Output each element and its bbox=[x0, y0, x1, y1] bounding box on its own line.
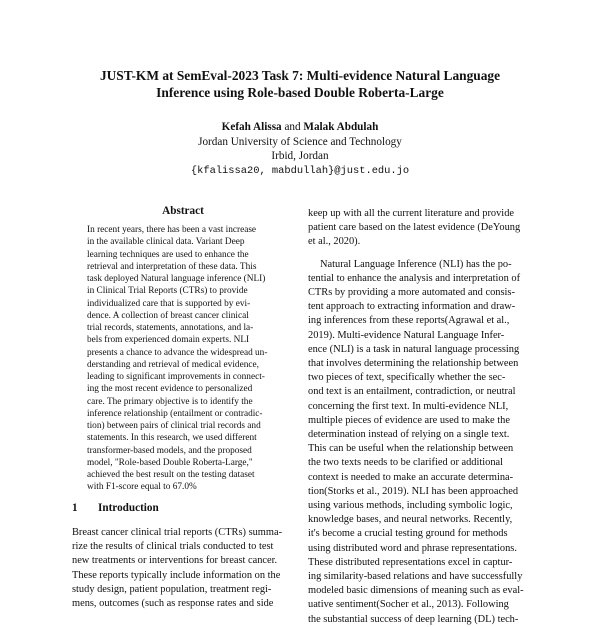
text-line: with F1-score equal to 67.0% bbox=[87, 482, 197, 493]
text-line: In recent years, there has been a vast increase bbox=[87, 225, 257, 235]
text-line: using distributed word and phrase representations. bbox=[308, 542, 517, 554]
text-line: Natural Language Inference (NLI) has the po- bbox=[320, 258, 512, 270]
location: Irbid, Jordan bbox=[271, 150, 329, 162]
text-line: in Clinical Trial Reports (CTRs) to provide bbox=[87, 286, 248, 297]
text-line: leading to significant improvements in connect- bbox=[87, 372, 265, 382]
text-line: determination instead of relying on a single text. bbox=[308, 429, 510, 441]
text-line: tion(Storks et al., 2019). NLI has been approached bbox=[308, 485, 519, 497]
author-names bbox=[100, 120, 500, 135]
text-line: mens, outcomes (such as response rates and side bbox=[72, 598, 274, 610]
text-line: care. The primary objective is to identify the bbox=[87, 396, 253, 407]
author-email: {kfalissa20, mabdullah}@just.edu.jo bbox=[190, 164, 410, 177]
text-line: task deployed Natural language inference (NLI) bbox=[87, 274, 266, 284]
author-name: Kefah Alissa bbox=[221, 121, 282, 133]
text-line: using various methods, including symbolic logic, bbox=[308, 500, 513, 512]
text-line: trial records, statements, annotations, and la- bbox=[87, 323, 254, 333]
text-line: This can be useful when the relationship between bbox=[308, 443, 514, 455]
text-line: modeled basic dimensions of meaning such as eval- bbox=[308, 585, 524, 597]
text-line: retrieval and interpretation of these data. This bbox=[87, 261, 257, 272]
intro-paragraph bbox=[72, 526, 298, 611]
text-line: that involves determining the relationship between bbox=[308, 358, 519, 370]
text-line: dence. A collection of breast cancer clinical bbox=[87, 310, 249, 321]
text-line: context is needed to make an accurate determina- bbox=[308, 471, 514, 483]
text-line: statements. In this research, we used different bbox=[87, 433, 257, 444]
text-line: achieved the best result on the testing dataset bbox=[87, 470, 255, 480]
title-line: JUST-KM at SemEval-2023 Task 7: Multi-evidence Natural Language bbox=[99, 68, 501, 83]
text-line: in the available clinical data. Variant Deep bbox=[87, 237, 245, 248]
text-line: concerning the first text. In multi-evidence NLI, bbox=[308, 400, 509, 412]
text-line: multiple pieces of evidence are used to make the bbox=[308, 414, 510, 426]
text-line: study design, patient population, treatment regi- bbox=[72, 583, 272, 595]
text-line: These reports typically include information on the bbox=[72, 569, 281, 581]
text-line: bels from experienced domain experts. NLI bbox=[87, 335, 250, 346]
text-line: new treatments or interventions for breast cancer. bbox=[72, 555, 278, 567]
author-name: Malak Abdulah bbox=[303, 121, 379, 133]
text-line: the substantial success of deep learning (DL) tech- bbox=[308, 613, 519, 625]
right-column-paragraph bbox=[308, 207, 534, 250]
text-line: ing the most recent evidence to personalized bbox=[87, 384, 253, 395]
title-line: Inference using Role-based Double Roberta-Large bbox=[156, 85, 444, 100]
text-line: tent approach to extracting information and draw- bbox=[308, 301, 516, 313]
text-line: transformer-based models, and the proposed bbox=[87, 445, 252, 456]
text-line: inference relationship (entailment or contradic- bbox=[87, 408, 263, 419]
text-line: two pieces of text, specifically whether the sec- bbox=[308, 372, 506, 384]
text-line: ond text is an entailment, contradiction, or neutral bbox=[308, 386, 516, 398]
section-heading bbox=[72, 502, 159, 514]
right-column bbox=[308, 207, 534, 627]
text-line: presents a chance to advance the widespread un- bbox=[87, 347, 268, 358]
text-line: 2019). Multi-evidence Natural Language Infer- bbox=[308, 329, 505, 341]
text-line: ing similarity-based relations and have successfully bbox=[308, 571, 523, 583]
text-line: uative sentiment(Socher et al., 2013). Following bbox=[308, 599, 509, 611]
section-title: Introduction bbox=[98, 502, 159, 514]
section-number: 1 bbox=[72, 502, 78, 514]
text-line: rize the results of clinical trials conducted to test bbox=[72, 541, 274, 553]
text-line: learning techniques are used to enhance the bbox=[87, 249, 249, 260]
text-line: tion) between pairs of clinical trial records and bbox=[87, 421, 261, 431]
text-line: ence (NLI) is a task in natural language processing bbox=[308, 343, 520, 355]
text-line: knowledge bases, and neural networks. Recently, bbox=[308, 514, 513, 526]
text-line: it's become a crucial testing ground for methods bbox=[308, 528, 508, 540]
text-line: patient care based on the latest evidence (DeYoung bbox=[308, 222, 521, 234]
text-line: These distributed representations excel in captur- bbox=[308, 556, 513, 568]
abstract-heading: Abstract bbox=[162, 205, 204, 217]
text-line: ing inferences from these reports(Agrawal et al., bbox=[308, 315, 510, 327]
abstract-body bbox=[87, 224, 283, 494]
text-line: CTRs by providing a more automated and consis- bbox=[308, 287, 515, 299]
text-line: Breast cancer clinical trial reports (CTRs) summa- bbox=[72, 527, 283, 538]
text-line: keep up with all the current literature and provide bbox=[308, 208, 515, 219]
author-block bbox=[100, 120, 500, 178]
text-line: the two texts needs to be clarified or additional bbox=[308, 457, 504, 469]
author-conjunction: and bbox=[284, 121, 301, 133]
paper-title bbox=[60, 67, 540, 101]
text-line: tential to enhance the analysis and interpretation of bbox=[308, 272, 521, 284]
right-column-paragraph bbox=[308, 258, 534, 627]
text-line: individualized care that is supported by evi- bbox=[87, 298, 251, 309]
text-line: et al., 2020). bbox=[308, 236, 361, 248]
affiliation: Jordan University of Science and Technology bbox=[198, 135, 402, 148]
text-line: model, "Role-based Double Roberta-Large," bbox=[87, 457, 253, 468]
text-line: derstanding and retrieval of medical evidence, bbox=[87, 359, 259, 370]
